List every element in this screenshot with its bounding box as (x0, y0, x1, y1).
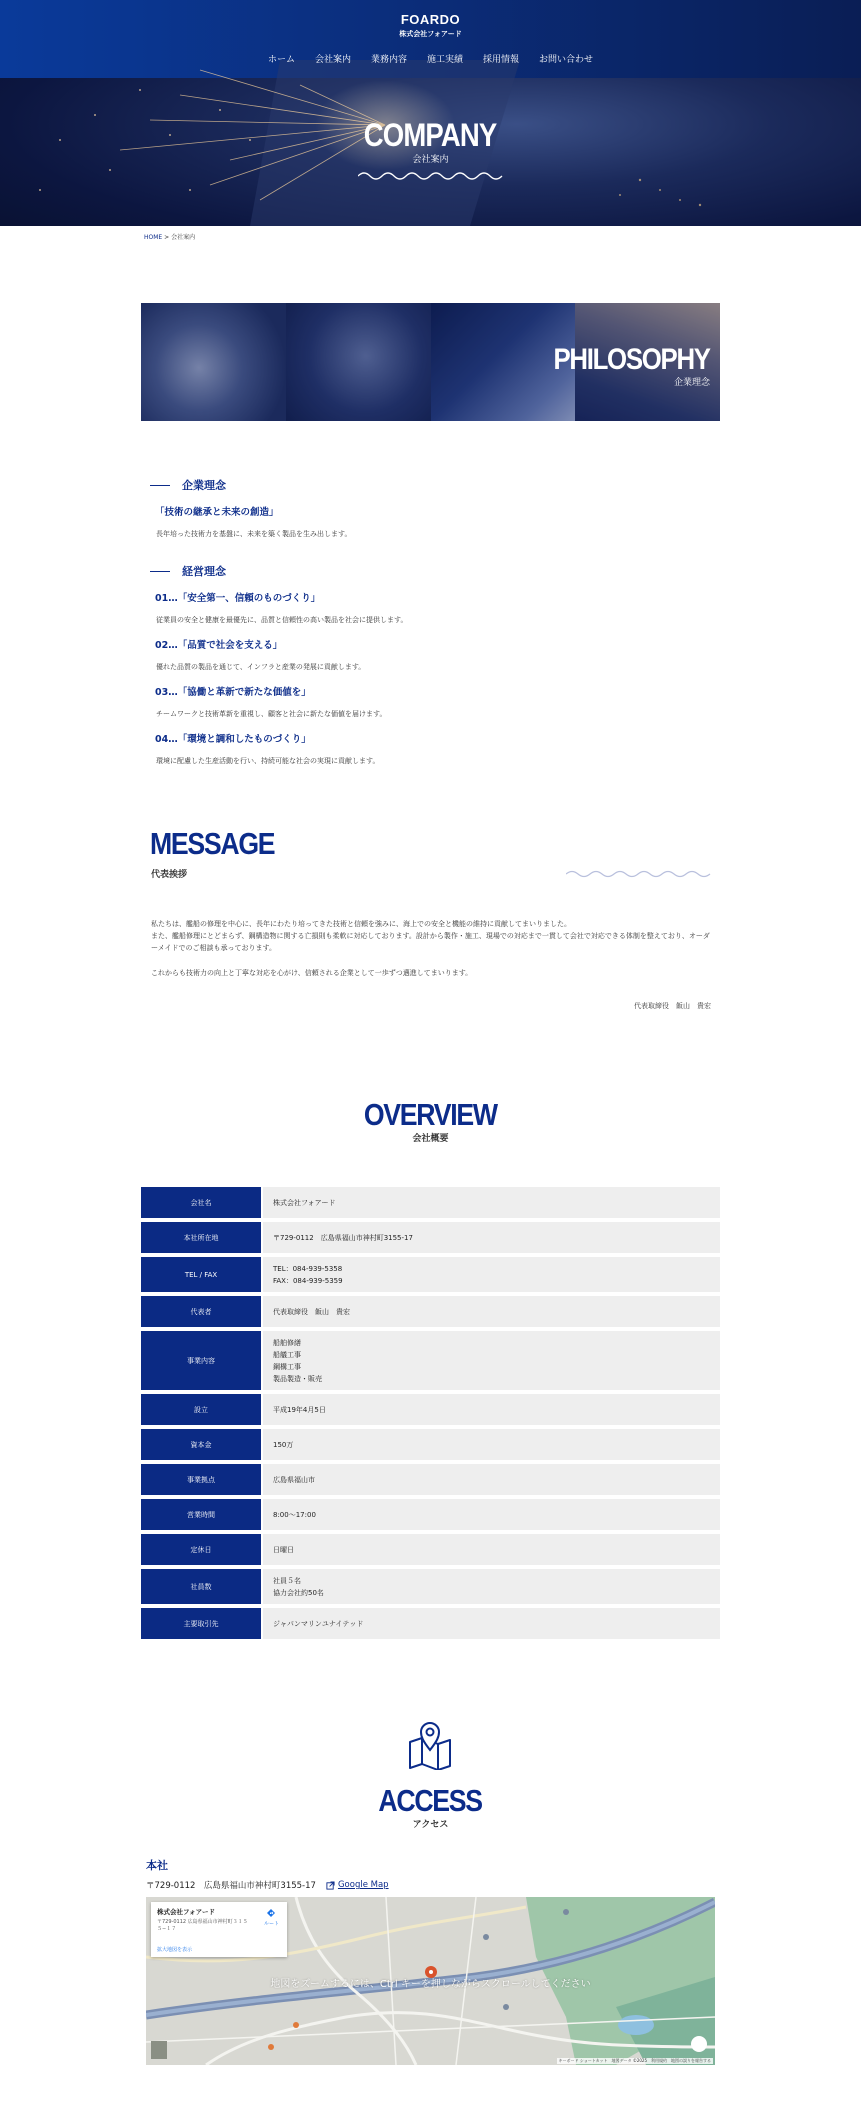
access-title-jp: アクセス (412, 1820, 449, 1830)
table-row-value-line: 協力会社約50名 (273, 1588, 324, 1597)
table-row-value-line: FAX：084-939-5359 (273, 1276, 343, 1285)
map-place-name: 株式会社フォアード (157, 1908, 215, 1916)
table-row (141, 1534, 720, 1565)
message-paragraph-3: これからも技術力の向上と丁寧な対応を心がけ、信頼される企業として一歩ずつ邁進してまいります。 (151, 969, 473, 977)
management-item-1-text: 従業員の安全と健康を最優先に、品質と信頼性の高い製品を社会に提供します。 (156, 616, 408, 624)
management-item-4-title: 04…「環境と調和したものづくり」 (155, 734, 311, 745)
table-row-label: 代表者 (141, 1296, 261, 1327)
access-branch-name: 本社 (146, 1859, 168, 1872)
table-row-value-line: 船艤工事 (273, 1350, 301, 1359)
table-row (141, 1464, 720, 1495)
breadcrumb (144, 232, 195, 241)
table-row-value (263, 1429, 720, 1460)
table-row-value (263, 1187, 720, 1218)
map-pin-icon (406, 1720, 454, 1770)
company-overview-table (141, 1187, 720, 1643)
table-row (141, 1608, 720, 1639)
table-row-label: 主要取引先 (141, 1608, 261, 1639)
table-row-label: TEL / FAX (141, 1257, 261, 1292)
table-row-label: 本社所在地 (141, 1222, 261, 1253)
table-row (141, 1499, 720, 1530)
heading-rule (150, 485, 170, 486)
management-item-2-text: 優れた品質の製品を通じて、インフラと産業の発展に貢献します。 (156, 663, 366, 671)
table-row-label: 資本金 (141, 1429, 261, 1460)
table-row (141, 1331, 720, 1390)
google-map-link-label: Google Map (337, 1880, 389, 1890)
google-map-link[interactable] (326, 1880, 389, 1890)
corporate-philosophy-text: 長年培った技術力を基盤に、未来を築く製品を生み出します。 (156, 530, 352, 538)
breadcrumb-separator: > (164, 234, 170, 241)
logo-name: FOARDO (400, 12, 461, 27)
table-row (141, 1569, 720, 1604)
table-row-value-line: 平成19年4月5日 (273, 1405, 326, 1414)
table-row-label: 会社名 (141, 1187, 261, 1218)
overview-title (0, 1097, 861, 1144)
management-philosophy-heading-text: 経営理念 (182, 565, 226, 578)
table-row-value-line: 船舶修繕 (273, 1338, 301, 1347)
management-item-4-text: 環境に配慮した生産活動を行い、持続可能な社会の実現に貢献します。 (156, 757, 380, 765)
hero-banner (0, 0, 861, 226)
global-nav (0, 52, 861, 65)
message-signature: 代表取締役 飯山 貴宏 (634, 1002, 711, 1010)
philosophy-title-jp: 企業理念 (673, 378, 710, 388)
heading-rule (150, 571, 170, 572)
management-philosophy-heading (150, 563, 226, 579)
map-route-button[interactable] (264, 1908, 279, 1927)
table-row-value (263, 1394, 720, 1425)
table-row (141, 1394, 720, 1425)
message-title-jp: 代表挨拶 (151, 870, 188, 880)
message-title-en: MESSAGE (150, 826, 275, 861)
wave-ornament (566, 869, 711, 879)
table-row-label: 営業時間 (141, 1499, 261, 1530)
corporate-philosophy-heading-text: 企業理念 (182, 479, 226, 492)
table-row-value-line: 8:00〜17:00 (273, 1510, 316, 1519)
table-row (141, 1222, 720, 1253)
page-title (0, 117, 861, 165)
table-row-value (263, 1569, 720, 1604)
map-footer[interactable]: キーボード ショートカット 地図データ ©2025 利用規約 地図の誤りを報告する (558, 2058, 711, 2063)
table-row-label: 設立 (141, 1394, 261, 1425)
nav-services[interactable]: 業務内容 (370, 55, 407, 65)
page-title-jp: 会社案内 (412, 155, 449, 165)
breadcrumb-home[interactable]: HOME (144, 234, 163, 241)
message-paragraph-1: 私たちは、艦船の修理を中心に、長年にわたり培ってきた技術と信頼を強みに、海上での安全と機能の維持に貢献してまいりました。 (151, 920, 571, 928)
external-link-icon (326, 1881, 335, 1890)
nav-recruit[interactable]: 採用情報 (483, 55, 520, 65)
management-item-3-title: 03…「協働と革新で新たな価値を」 (155, 687, 311, 698)
nav-home[interactable]: ホーム (267, 55, 295, 65)
table-row-value (263, 1499, 720, 1530)
map-route-label: ルート (263, 1921, 279, 1927)
access-address-line (146, 1879, 389, 1891)
table-row-label: 事業拠点 (141, 1464, 261, 1495)
table-row-value (263, 1608, 720, 1639)
table-row (141, 1429, 720, 1460)
table-row (141, 1296, 720, 1327)
table-row-value-line: 社員５名 (273, 1576, 301, 1585)
table-row-value (263, 1296, 720, 1327)
site-logo[interactable] (0, 12, 861, 39)
philosophy-title-en: PHILOSOPHY (553, 343, 710, 376)
nav-contact[interactable]: お問い合わせ (539, 55, 594, 65)
map-place-address: 〒729-0112 広島県福山市神村町３１５５−１７ (157, 1919, 248, 1932)
table-row-value-line: 〒729-0112 広島県福山市神村町3155-17 (273, 1233, 413, 1242)
table-row-value-line: 150万 (273, 1440, 294, 1449)
corporate-philosophy-heading (150, 477, 226, 493)
table-row-value-line: 鋼構工事 (273, 1362, 301, 1371)
table-row-label: 社員数 (141, 1569, 261, 1604)
corporate-slogan: 「技術の継承と未来の創造」 (155, 507, 279, 518)
directions-icon (266, 1908, 276, 1918)
access-title-en: ACCESS (378, 1783, 483, 1818)
management-item-2-title: 02…「品質で社会を支える」 (155, 640, 283, 651)
table-row (141, 1257, 720, 1292)
philosophy-title (528, 343, 710, 388)
access-address: 〒729-0112 広島県福山市神村町3155-17 (146, 1881, 316, 1891)
overview-title-jp: 会社概要 (412, 1134, 449, 1144)
embedded-map[interactable] (146, 1897, 715, 2065)
table-row-value (263, 1464, 720, 1495)
nav-works[interactable]: 施工実績 (427, 55, 464, 65)
breadcrumb-current: 会社案内 (171, 234, 196, 241)
message-paragraph-2: また、艦船修理にとどまらず、鋼構造物に関する亡損則も柔軟に対応しております。設計から製作・施工、現場での対応まで一貫して会社で対応できる体制を整えており、オーダーメイドでのご相談も承っております。 (151, 932, 710, 952)
table-row-value-line: 代表取締役 飯山 貴宏 (273, 1307, 350, 1316)
map-enlarge-link[interactable]: 拡大地図を表示 (157, 1947, 193, 1953)
wave-ornament (358, 170, 503, 182)
management-item-3-text: チームワークと技術革新を重視し、顧客と社会に新たな価値を届けます。 (156, 710, 387, 718)
table-row-value-line: 株式会社フォアード (273, 1198, 336, 1207)
table-row-value-line: TEL：084-939-5358 (273, 1264, 343, 1273)
table-row (141, 1187, 720, 1218)
management-item-1-title: 01…「安全第一、信頼のものづくり」 (155, 593, 321, 604)
logo-subtitle: 株式会社フォアード (399, 30, 462, 38)
table-row-value-line: ジャパンマリンユナイテッド (273, 1619, 364, 1628)
table-row-label: 定休日 (141, 1534, 261, 1565)
table-row-value (263, 1257, 720, 1292)
table-row-value-line: 日曜日 (273, 1545, 294, 1554)
nav-company[interactable]: 会社案内 (314, 55, 351, 65)
map-place-card (151, 1902, 287, 1957)
table-row-value-line: 製品製造・販売 (273, 1374, 322, 1383)
page-title-en: COMPANY (364, 117, 497, 153)
table-row-value (263, 1222, 720, 1253)
table-row-label: 事業内容 (141, 1331, 261, 1390)
map-zoom-hint: 地図をズームするには、Ctrl キーを押しながらスクロールしてください (270, 1979, 591, 1990)
table-row-value-line: 広島県福山市 (273, 1475, 315, 1484)
philosophy-banner (141, 303, 720, 421)
table-row-value (263, 1534, 720, 1565)
table-row-value (263, 1331, 720, 1390)
overview-title-en: OVERVIEW (364, 1097, 497, 1132)
access-title (0, 1783, 861, 1830)
